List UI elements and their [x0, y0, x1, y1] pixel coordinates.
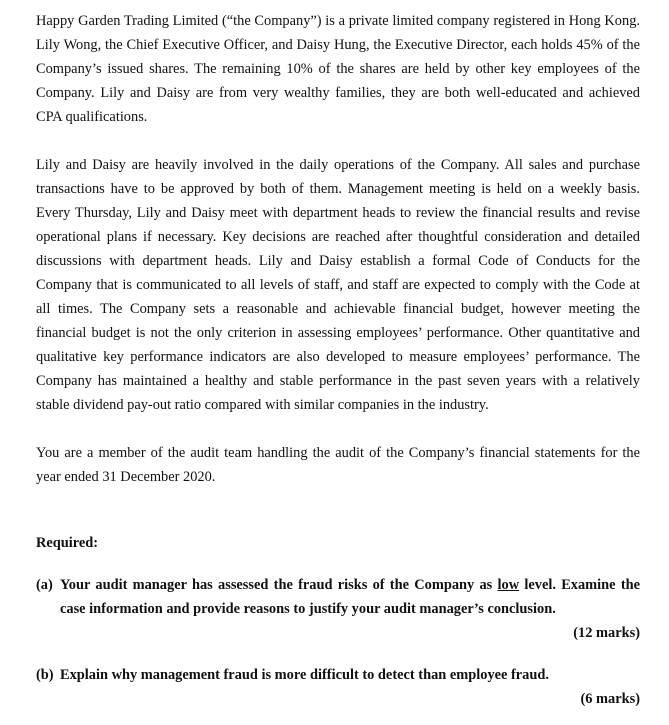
question-a-label: (a)	[36, 577, 53, 593]
question-a-marks: (12 marks)	[573, 625, 640, 641]
document-page	[36, 9, 640, 711]
case-paragraph-operations: Lily and Daisy are heavily involved in the daily operations of the Company. All sales and purchase transactions have to be approved by both of them. Management meeting is held on a weekly basis. Every Thursday, Lily and Daisy meet with department heads to review the financial results and revise operational plans if necessary. Key decisions are reached after thoughtful consideration and detailed discussions with department heads. Lily and Daisy establish a formal Code of Conducts for the Company that is communicated to all levels of staff, and staff are expected to comply with the Code at all times. The Company sets a reasonable and achievable financial budget, however meeting the financial budget is not the only criterion in assessing employees’ performance. Other quantitative and qualitative key performance indicators are also developed to measure employees’ performance. The Company has maintained a healthy and stable performance in the past seven years with a relatively stable dividend pay-out ratio compared with similar companies in the industry.	[36, 157, 640, 413]
question-a-text-before: Your audit manager has assessed the fraud risks of the Company as	[60, 577, 498, 593]
question-b-label: (b)	[36, 667, 54, 683]
question-b-text: Explain why management fraud is more difficult to detect than employee fraud.	[60, 667, 549, 683]
question-a-text-after: level. Examine the case information and provide reasons to justify your audit manager’s conclusion.	[60, 577, 640, 617]
question-a-underlined-word: low	[497, 577, 520, 593]
question-a	[36, 573, 640, 621]
case-paragraph-audit-context: You are a member of the audit team handling the audit of the Company’s financial statements for the year ended 31 December 2020.	[36, 445, 640, 485]
question-b-marks: (6 marks)	[580, 691, 640, 707]
case-paragraph-intro: Happy Garden Trading Limited (“the Company”) is a private limited company registered in Hong Kong. Lily Wong, the Chief Executive Officer, and Daisy Hung, the Executive Director, each holds 45% of the Company’s issued shares. The remaining 10% of the shares are held by other key employees of the Company. Lily and Daisy are from very wealthy families, they are both well-educated and achieved CPA qualifications.	[36, 13, 640, 125]
required-heading: Required:	[36, 535, 99, 551]
question-b	[36, 663, 640, 687]
